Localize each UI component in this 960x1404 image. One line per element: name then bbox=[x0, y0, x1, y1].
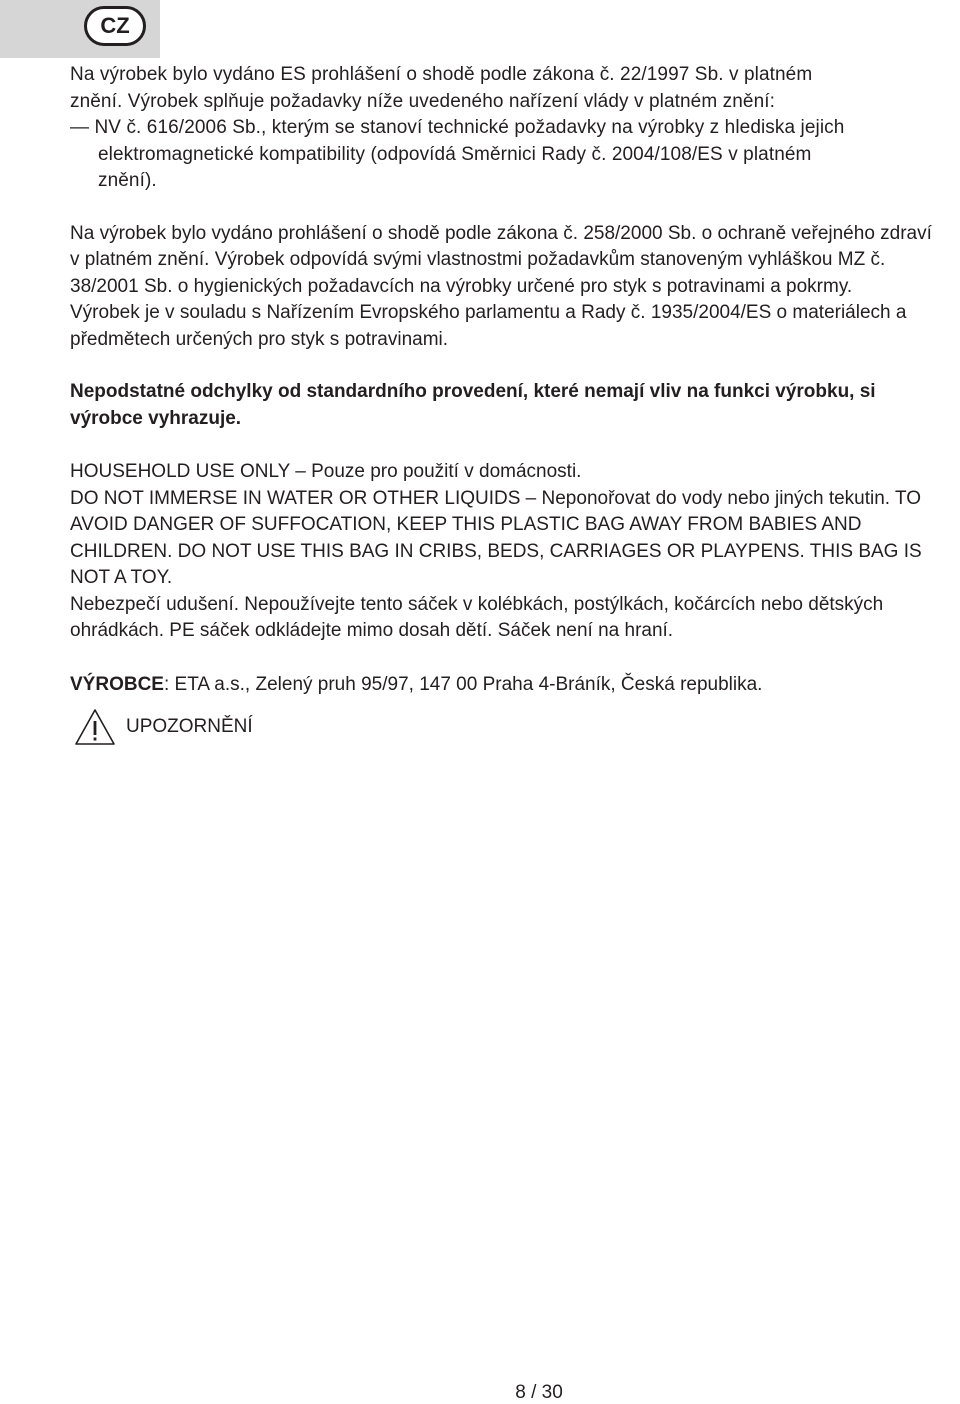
immerse-warning-text: DO NOT IMMERSE IN WATER OR OTHER LIQUIDS – Neponořovat do vody nebo jiných tekutin. TO AVOID DANGER OF SUFFOCATION, KEEP THIS PLASTIC BAG AWAY FROM BABIES AND CHILDREN. DO NOT USE THIS BAG IN CRIBS, BEDS, CARRIAGES OR PLAYPENS. THIS BAG IS NOT A TOY. bbox=[70, 487, 922, 588]
safety-paragraph bbox=[70, 459, 936, 645]
language-tab bbox=[0, 0, 160, 58]
regulation-indented-line: elektromagnetické kompatibility (odpovídá Směrnici Rady č. 2004/108/ES v platném bbox=[98, 143, 812, 165]
declaration-line: znění. Výrobek splňuje požadavky níže uvedeného nařízení vlády v platném znění: bbox=[70, 90, 775, 112]
manufacturer-line bbox=[70, 672, 936, 699]
declaration-line: Na výrobek bylo vydáno ES prohlášení o shodě podle zákona č. 22/1997 Sb. v platném bbox=[70, 64, 813, 85]
document-body bbox=[70, 62, 936, 746]
regulation-indented-line: znění). bbox=[98, 170, 157, 191]
reservation-paragraph: Nepodstatné odchylky od standardního provedení, které nemají vliv na funkci výrobku, si výrobce vyhrazuje. bbox=[70, 381, 876, 429]
suffocation-warning-text: Nebezpečí udušení. Nepoužívejte tento sáček v kolébkách, postýlkách, kočárcích nebo dětských ohrádkách. PE sáček odkládejte mimo dosah dětí. Sáček není na hraní. bbox=[70, 593, 884, 641]
warning-triangle-icon bbox=[74, 708, 116, 746]
warning-label: UPOZORNĚNÍ bbox=[126, 715, 253, 737]
page-number: 8 / 30 bbox=[515, 1382, 563, 1403]
manufacturer-label: VÝROBCE bbox=[70, 673, 164, 695]
manufacturer-details: : ETA a.s., Zelený pruh 95/97, 147 00 Praha 4-Bráník, Česká republika. bbox=[163, 673, 763, 695]
household-use-text: HOUSEHOLD USE ONLY – Pouze pro použití v domácnosti. bbox=[70, 461, 582, 482]
health-text: Na výrobek bylo vydáno prohlášení o shodě podle zákona č. 258/2000 Sb. o ochraně veřejného zdraví v platném znění. Výrobek odpovídá svými vlastnostmi požadavkům stanoveným vyhláškou MZ č. 38/2001 Sb. o hygienických požadavcích na výrobky určené pro styk s potravinami a pokrmy. bbox=[70, 222, 932, 297]
regulation-dash-line: — NV č. 616/2006 Sb., kterým se stanoví technické požadavky na výrobky z hlediska jejich bbox=[70, 117, 845, 138]
food-contact-regulation: Výrobek je v souladu s Nařízením Evropského parlamentu a Rady č. 1935/2004/ES o materiálech a předmětech určených pro styk s potravinami. bbox=[70, 302, 907, 350]
language-badge: CZ bbox=[84, 6, 146, 46]
declaration-paragraph bbox=[70, 62, 936, 195]
warning-heading bbox=[74, 708, 936, 746]
health-paragraph bbox=[70, 221, 936, 354]
